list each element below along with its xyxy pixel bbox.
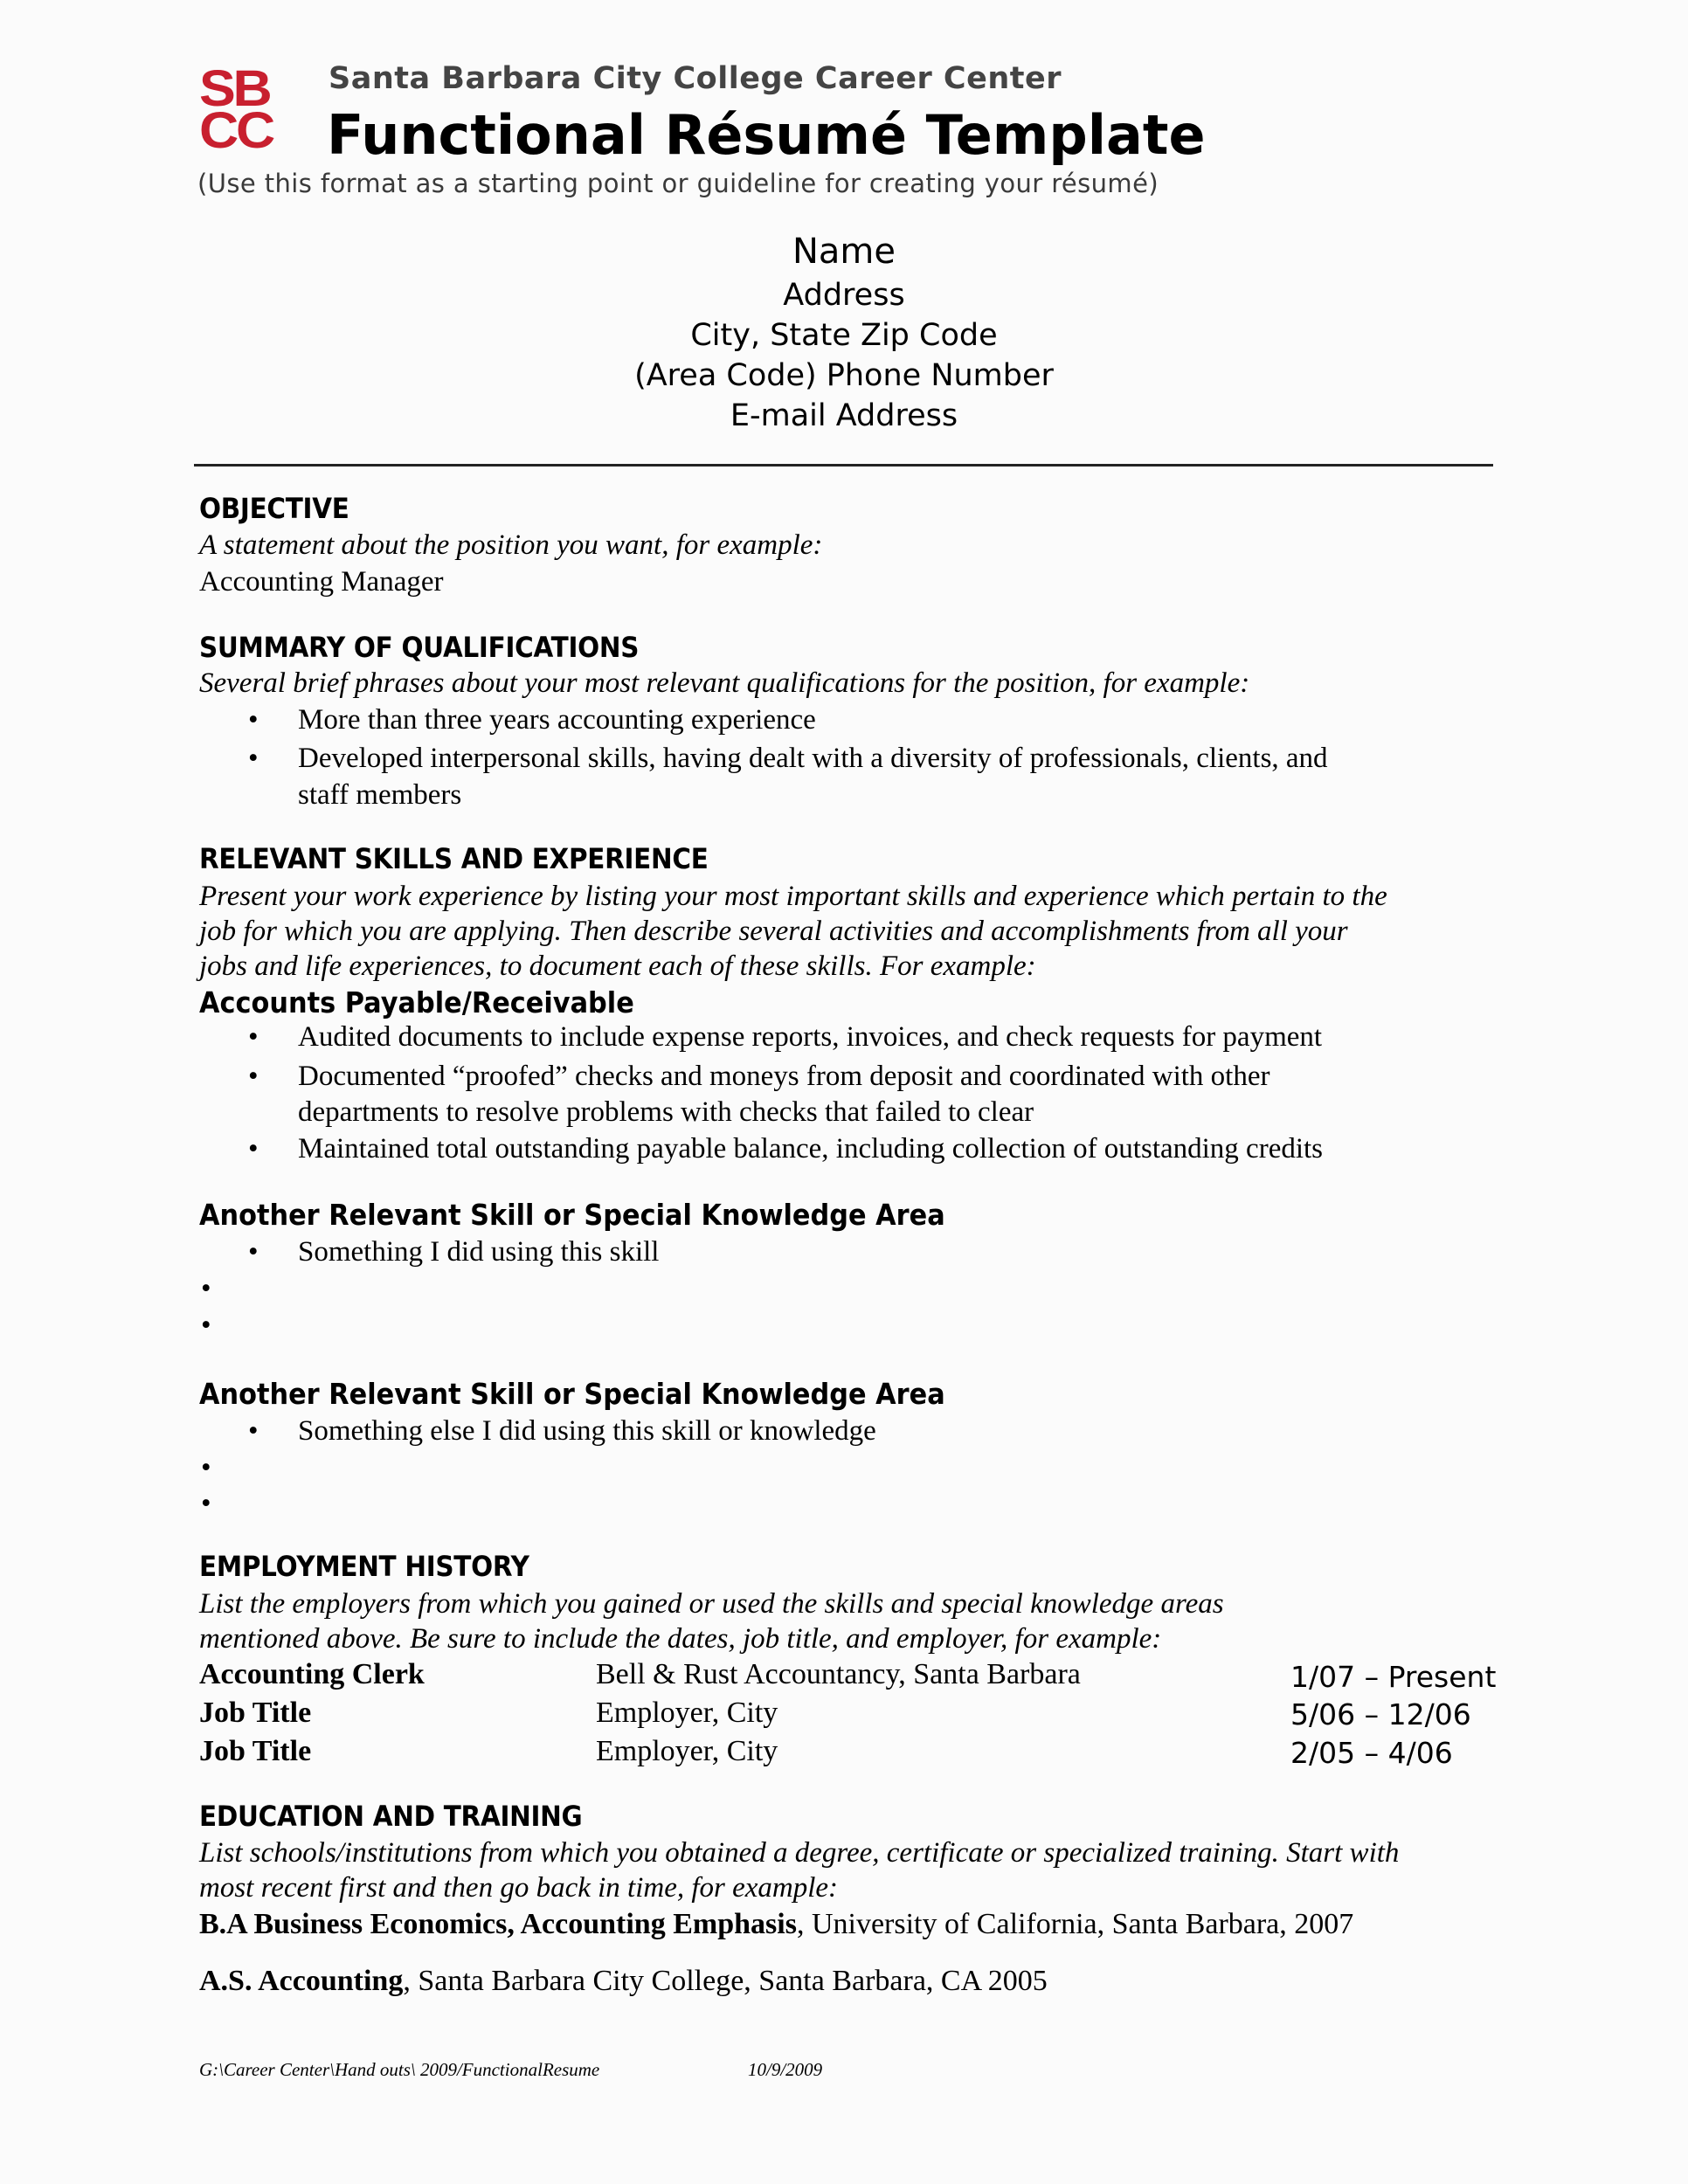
bullet-icon: •	[248, 1133, 259, 1165]
logo-text-top: SB	[199, 60, 270, 117]
summary-heading: SUMMARY OF QUALIFICATIONS	[199, 631, 640, 664]
employment-dates: 1/07 – Present	[1290, 1660, 1497, 1694]
education-entry	[199, 1965, 1048, 1998]
document-title: Functional Résumé Template	[327, 103, 1206, 167]
skills-heading: RELEVANT SKILLS AND EXPERIENCE	[199, 842, 709, 875]
education-instruction-line: List schools/institutions from which you obtained a degree, certificate or specialized training. Start with	[199, 1837, 1400, 1869]
degree: B.A Business Economics, Accounting Emphasis	[199, 1908, 797, 1940]
contact-city-state-zip: City, State Zip Code	[690, 318, 998, 353]
employment-heading: EMPLOYMENT HISTORY	[199, 1550, 529, 1583]
job-title: Accounting Clerk	[199, 1658, 425, 1690]
skills-instruction-line: job for which you are applying. Then describe several activities and accomplishments from all your	[199, 916, 1348, 947]
objective-instruction: A statement about the position you want, for example:	[199, 529, 823, 561]
skill-area-title: Another Relevant Skill or Special Knowledge Area	[199, 1377, 945, 1411]
summary-instruction: Several brief phrases about your most relevant qualifications for the position, for example:	[199, 667, 1250, 699]
bullet-icon: •	[248, 1236, 259, 1268]
skills-instruction-line: Present your work experience by listing your most important skills and experience which pertain to the	[199, 881, 1387, 912]
footer-file-path: G:\Career Center\Hand outs\ 2009/FunctionalResume	[199, 2059, 600, 2080]
education-entry	[199, 1908, 1353, 1941]
organization-name: Santa Barbara City College Career Center	[329, 61, 1062, 96]
bullet-icon: •	[201, 1488, 211, 1519]
horizontal-divider	[194, 464, 1493, 467]
employer: Employer, City	[596, 1697, 778, 1729]
contact-email: E-mail Address	[730, 398, 958, 433]
skill-area-title: Another Relevant Skill or Special Knowledge Area	[199, 1198, 945, 1232]
bullet-icon: •	[248, 1021, 259, 1053]
employer: Employer, City	[596, 1735, 778, 1767]
education-instruction-line: most recent first and then go back in time, for example:	[199, 1872, 839, 1904]
employment-dates: 2/05 – 4/06	[1290, 1736, 1453, 1770]
contact-phone: (Area Code) Phone Number	[634, 358, 1054, 393]
employment-instruction-line: mentioned above. Be sure to include the dates, job title, and employer, for example:	[199, 1623, 1162, 1655]
bullet-icon: •	[201, 1310, 211, 1341]
employment-instruction-line: List the employers from which you gained or used the skills and special knowledge areas	[199, 1588, 1224, 1620]
footer-date: 10/9/2009	[748, 2059, 823, 2080]
employment-dates: 5/06 – 12/06	[1290, 1697, 1471, 1731]
contact-address: Address	[783, 278, 905, 313]
sbcc-logo	[199, 60, 302, 159]
institution: , University of California, Santa Barbara, 2007	[796, 1908, 1354, 1940]
bullet-icon: •	[201, 1273, 211, 1304]
job-title: Job Title	[199, 1697, 312, 1729]
document-subtitle: (Use this format as a starting point or guideline for creating your résumé)	[197, 169, 1159, 198]
bullet-icon: •	[201, 1452, 211, 1483]
employer: Bell & Rust Accountancy, Santa Barbara	[596, 1658, 1081, 1690]
degree: A.S. Accounting	[199, 1965, 404, 1997]
institution: , Santa Barbara City College, Santa Barbara, CA 2005	[403, 1965, 1048, 1997]
education-heading: EDUCATION AND TRAINING	[199, 1800, 583, 1833]
contact-name: Name	[792, 232, 896, 272]
objective-example: Accounting Manager	[199, 566, 444, 598]
bullet-icon: •	[248, 704, 259, 736]
skill-area-title: Accounts Payable/Receivable	[199, 985, 634, 1019]
bullet-icon: •	[248, 1061, 259, 1092]
job-title: Job Title	[199, 1735, 312, 1767]
bullet-icon: •	[248, 1415, 259, 1447]
logo-text-bottom: CC	[199, 102, 273, 159]
skills-instruction-line: jobs and life experiences, to document each of these skills. For example:	[199, 950, 1036, 982]
objective-heading: OBJECTIVE	[199, 492, 349, 525]
bullet-icon: •	[248, 743, 259, 774]
